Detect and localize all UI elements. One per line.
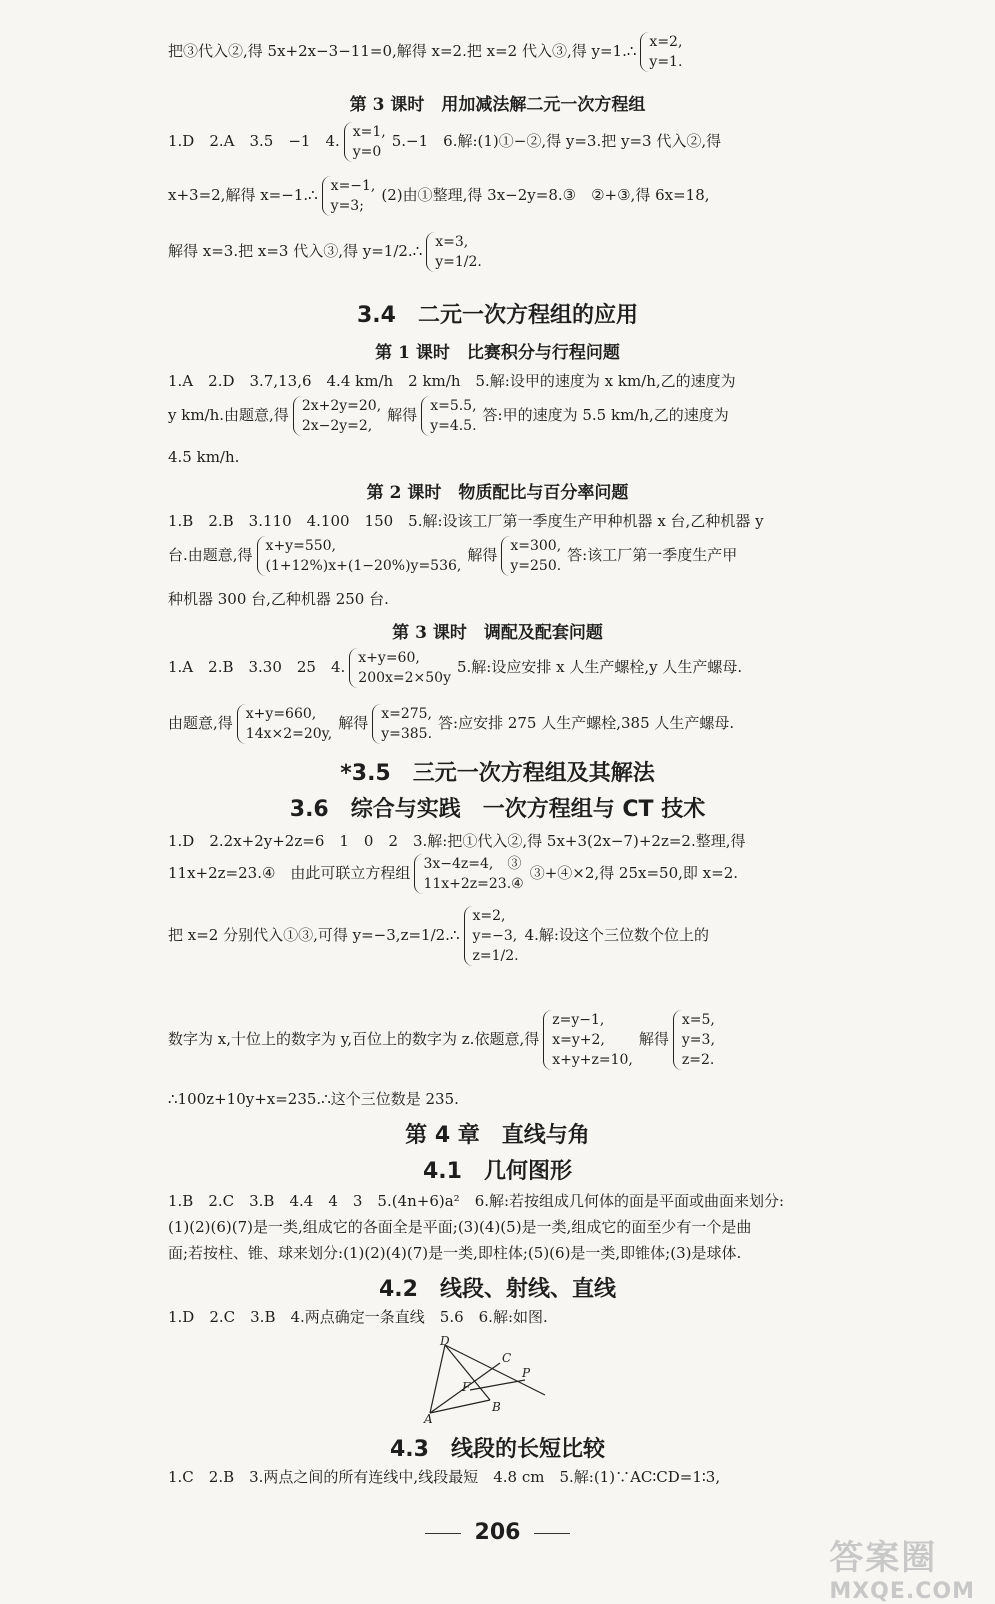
equation-system: x=2, y=1.	[640, 32, 684, 72]
answer-line: y km/h.由题意,得 2x+2y=20, 2x−2y=2, 解得 x=5.5, y=4.5. 答:甲的速度为 5.5 km/h,乙的速度为	[168, 398, 729, 434]
answer-line: 11x+2z=23.④ 由此可联立方程组 3x−4z=4, ③ 11x+2z=23.④ ③+④×2,得 25x=50,即 x=2.	[168, 856, 739, 892]
equation-system: z=y−1, x=y+2, x+y+z=10,	[543, 1010, 635, 1070]
answer-line: 数字为 x,十位上的数字为 y,百位上的数字为 z.依题意,得 z=y−1, x=y+2, x+y+z=10, 解得 x=5, y=3, z=2.	[168, 1012, 715, 1068]
answer-line: x+3=2,解得 x=−1.∴ x=−1, y=3; (2)由①整理,得 3x−2y=8.③ ②+③,得 6x=18,	[168, 178, 710, 214]
geometry-figure	[410, 1335, 560, 1425]
section-title: 4.2 线段、射线、直线	[379, 1277, 616, 1302]
answer-line: 1.B 2.B 3.110 4.100 150 5.解:设该工厂第一季度生产甲种机器 x 台,乙种机器 y	[168, 512, 764, 530]
figure-label: A	[424, 1412, 433, 1425]
equation-system: x+y=660, 14x×2=20y,	[237, 704, 334, 744]
equation-system: x=−1, y=3;	[322, 176, 378, 216]
figure-label: B	[492, 1400, 501, 1414]
equation-system: x=1, y=0	[344, 122, 388, 162]
figure-label: D	[440, 1335, 450, 1348]
answer-line: 解得 x=3.把 x=3 代入③,得 y=1/2.∴ x=3, y=1/2.	[168, 234, 482, 270]
answer-line: 1.A 2.B 3.30 25 4. x+y=60, 200x=2×50y 5.解:设应安排 x 人生产螺栓,y 人生产螺母.	[168, 650, 743, 686]
answer-line: 4.5 km/h.	[168, 448, 240, 466]
text: 把③代入②,得 5x+2x−3−11=0,解得 x=2.把 x=2 代入③,得 y=1.∴	[168, 42, 637, 60]
answer-line: 1.A 2.D 3.7,13,6 4.4 km/h 2 km/h 5.解:设甲的速度为 x km/h,乙的速度为	[168, 372, 736, 390]
answer-line: 1.D 2.2x+2y+2z=6 1 0 2 3.解:把①代入②,得 5x+3(2x−7)+2z=2.整理,得	[168, 832, 746, 850]
equation-system: x=2, y=−3, z=1/2.	[464, 906, 521, 966]
section-title: *3.5 三元一次方程组及其解法	[340, 761, 655, 786]
equation-system: x+y=60, 200x=2×50y	[349, 648, 453, 688]
section-title: 3.4 二元一次方程组的应用	[357, 303, 638, 328]
answer-line: 1.C 2.B 3.两点之间的所有连线中,线段最短 4.8 cm 5.解:(1)∵AC∶CD=1∶3,	[168, 1468, 721, 1486]
figure-label: C	[502, 1351, 512, 1365]
section-title: 3.6 综合与实践 一次方程组与 CT 技术	[289, 797, 706, 822]
page-number: 206	[0, 1520, 995, 1545]
answer-line: 面;若按柱、锥、球来划分:(1)(2)(4)(7)是一类,即柱体;(5)(6)是一类,即锥体;(3)是球体.	[168, 1244, 742, 1262]
answer-line: 1.B 2.C 3.B 4.4 4 3 5.(4n+6)a² 6.解:若按组成几何体的面是平面或曲面来划分:	[168, 1192, 785, 1210]
equation-system: x=275, y=385.	[372, 704, 434, 744]
section-title: 4.3 线段的长短比较	[390, 1437, 605, 1462]
divider	[425, 1533, 461, 1534]
watermark: 答案圈 MXQE.COM	[829, 1538, 975, 1604]
equation-system: x=5.5, y=4.5.	[421, 396, 478, 436]
answer-line: 1.D 2.C 3.B 4.两点确定一条直线 5.6 6.解:如图.	[168, 1308, 548, 1326]
answer-line: 台.由题意,得 x+y=550, (1+12%)x+(1−20%)y=536, 解得 x=300, y=250. 答:该工厂第一季度生产甲	[168, 538, 738, 574]
figure-label: P	[522, 1366, 531, 1380]
equation-system: 2x+2y=20, 2x−2y=2,	[293, 396, 383, 436]
lesson-title: 第 2 课时 物质配比与百分率问题	[366, 483, 629, 503]
equation-system: x=3, y=1/2.	[426, 232, 484, 272]
divider	[534, 1533, 570, 1534]
answer-line: 种机器 300 台,乙种机器 250 台.	[168, 590, 389, 608]
answer-line: 把 x=2 分别代入①③,可得 y=−3,z=1/2.∴ x=2, y=−3, z=1/2. 4.解:设这个三位数个位上的	[168, 908, 709, 964]
lesson-title: 第 3 课时 调配及配套问题	[392, 623, 603, 643]
equation-system: x=300, y=250.	[501, 536, 563, 576]
lesson-title: 第 3 课时 用加减法解二元一次方程组	[349, 95, 646, 115]
lesson-title: 第 1 课时 比赛积分与行程问题	[375, 343, 620, 363]
answer-line: ∴100z+10y+x=235.∴这个三位数是 235.	[168, 1090, 459, 1108]
answer-line	[168, 32, 688, 72]
equation-system: x+y=550, (1+12%)x+(1−20%)y=536,	[257, 536, 464, 576]
answer-line: 由题意,得 x+y=660, 14x×2=20y, 解得 x=275, y=385. 答:应安排 275 人生产螺栓,385 人生产螺母.	[168, 706, 735, 742]
equation-system: 3x−4z=4, ③ 11x+2z=23.④	[414, 854, 525, 894]
answer-line: (1)(2)(6)(7)是一类,组成它的各面全是平面;(3)(4)(5)是一类,组成它的面至少有一个是曲	[168, 1218, 752, 1236]
chapter-title: 第 4 章 直线与角	[405, 1123, 590, 1148]
section-title: 4.1 几何图形	[423, 1159, 572, 1184]
answer-line: 1.D 2.A 3.5 −1 4. x=1, y=0 5.−1 6.解:(1)①−②,得 y=3.把 y=3 代入②,得	[168, 124, 722, 160]
equation-system: x=5, y=3, z=2.	[673, 1010, 717, 1070]
figure-label: F	[462, 1380, 471, 1394]
